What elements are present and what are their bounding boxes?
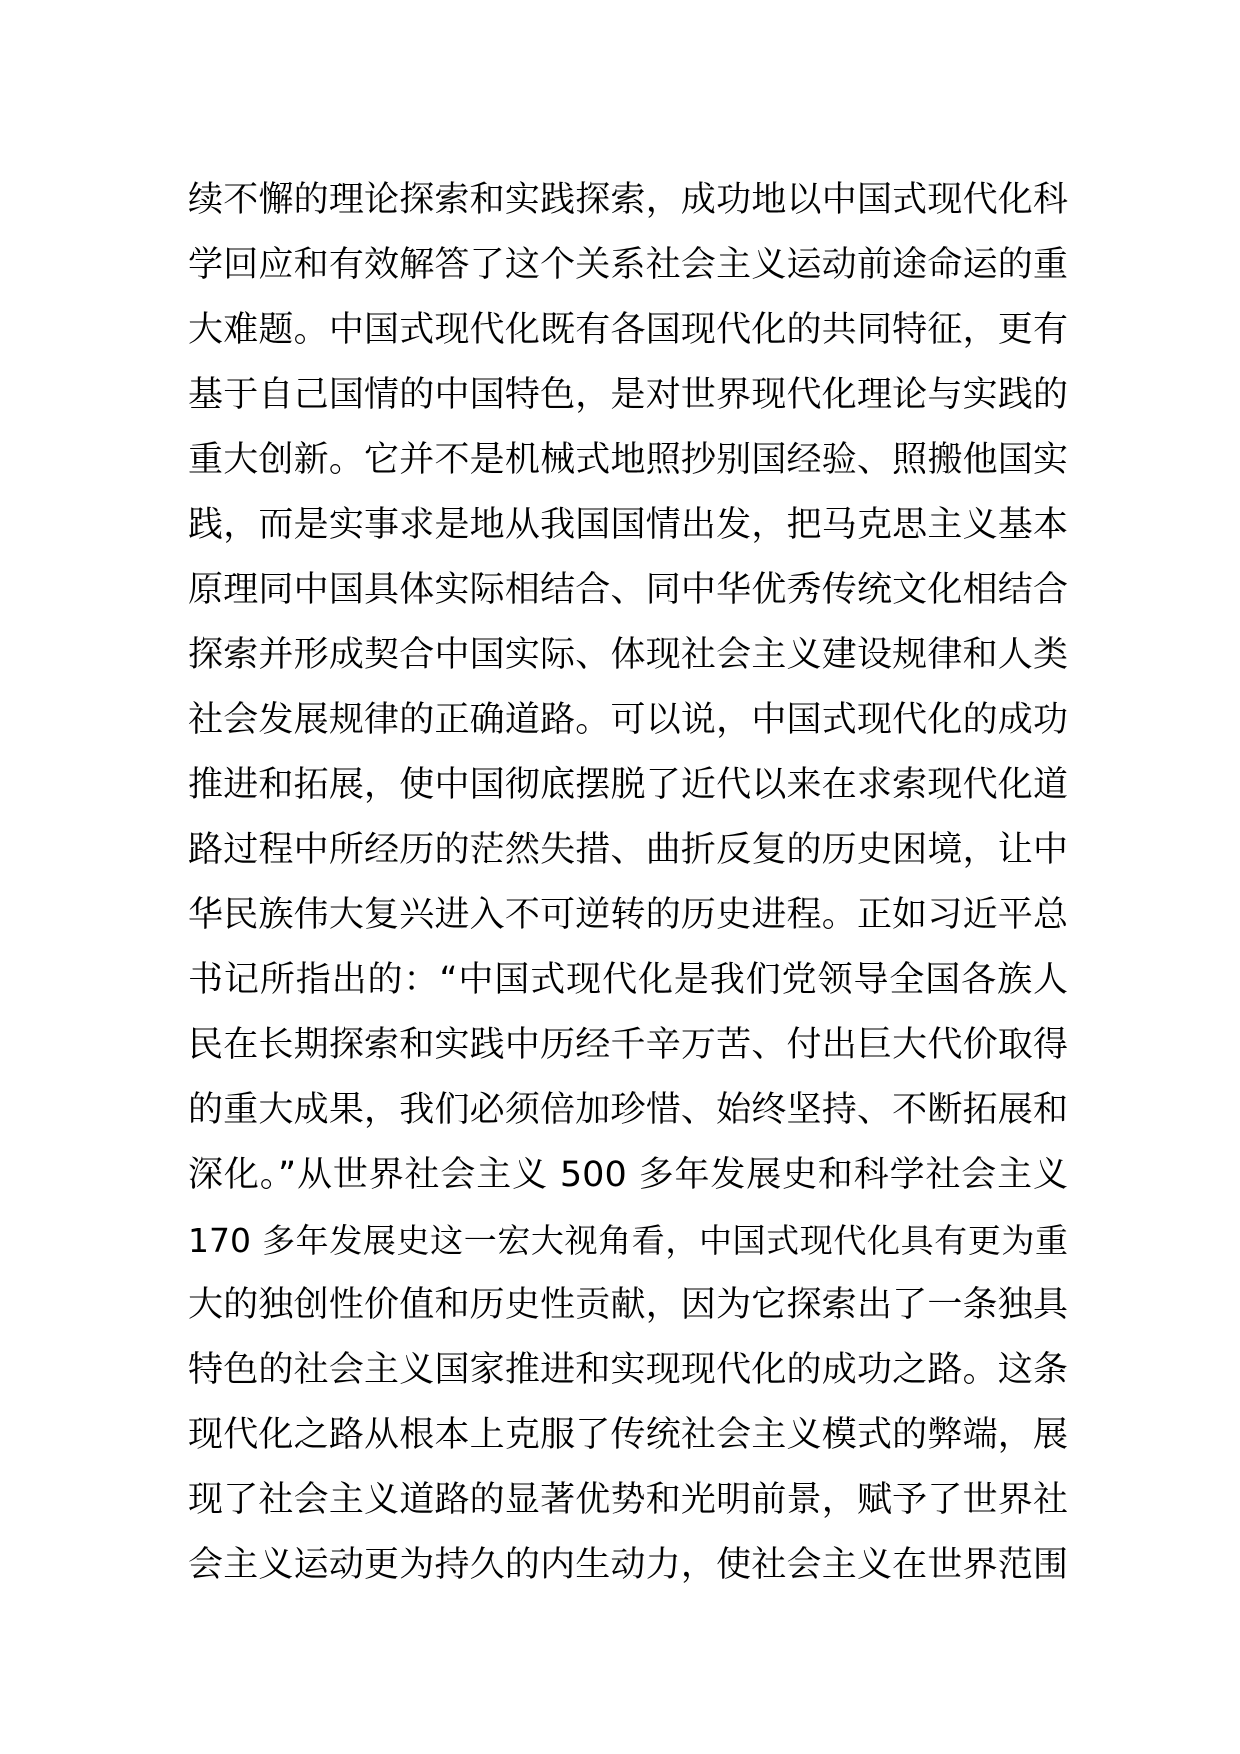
text-line: 路过程中所经历的茫然失措、曲折反复的历史困境，让中 bbox=[188, 830, 1068, 870]
text-line: 大的独创性价值和历史性贡献，因为它探索出了一条独具 bbox=[188, 1285, 1068, 1325]
text-line: 大难题。中国式现代化既有各国现代化的共同特征，更有 bbox=[188, 310, 1068, 350]
text-line: 特色的社会主义国家推进和实现现代化的成功之路。这条 bbox=[188, 1350, 1068, 1390]
text-line: 深化。”从世界社会主义 500 多年发展史和科学社会主义 bbox=[188, 1155, 1068, 1195]
text-line: 推进和拓展，使中国彻底摆脱了近代以来在求索现代化道 bbox=[188, 765, 1068, 805]
text-line: 重大创新。它并不是机械式地照抄别国经验、照搬他国实 bbox=[188, 440, 1068, 480]
text-line: 会主义运动更为持久的内生动力，使社会主义在世界范围 bbox=[188, 1545, 1068, 1585]
text-line: 华民族伟大复兴进入不可逆转的历史进程。正如习近平总 bbox=[188, 895, 1068, 935]
text-line: 民在长期探索和实践中历经千辛万苦、付出巨大代价取得 bbox=[188, 1025, 1068, 1065]
text-line: 原理同中国具体实际相结合、同中华优秀传统文化相结合 bbox=[188, 570, 1068, 610]
text-line: 现了社会主义道路的显著优势和光明前景，赋予了世界社 bbox=[188, 1480, 1068, 1520]
body-paragraph bbox=[188, 168, 1068, 1598]
text-line: 践，而是实事求是地从我国国情出发，把马克思主义基本 bbox=[188, 505, 1068, 545]
text-line: 现代化之路从根本上克服了传统社会主义模式的弊端，展 bbox=[188, 1415, 1068, 1455]
text-line: 170 多年发展史这一宏大视角看，中国式现代化具有更为重 bbox=[188, 1221, 1068, 1260]
text-line: 社会发展规律的正确道路。可以说，中国式现代化的成功 bbox=[188, 700, 1068, 740]
text-line: 探索并形成契合中国实际、体现社会主义建设规律和人类 bbox=[188, 635, 1068, 675]
text-line: 书记所指出的：“中国式现代化是我们党领导全国各族人 bbox=[188, 960, 1068, 1000]
text-line: 的重大成果，我们必须倍加珍惜、始终坚持、不断拓展和 bbox=[188, 1090, 1068, 1130]
text-line: 学回应和有效解答了这个关系社会主义运动前途命运的重 bbox=[188, 245, 1068, 285]
text-line: 基于自己国情的中国特色，是对世界现代化理论与实践的 bbox=[188, 375, 1068, 415]
text-line: 续不懈的理论探索和实践探索，成功地以中国式现代化科 bbox=[188, 180, 1068, 220]
